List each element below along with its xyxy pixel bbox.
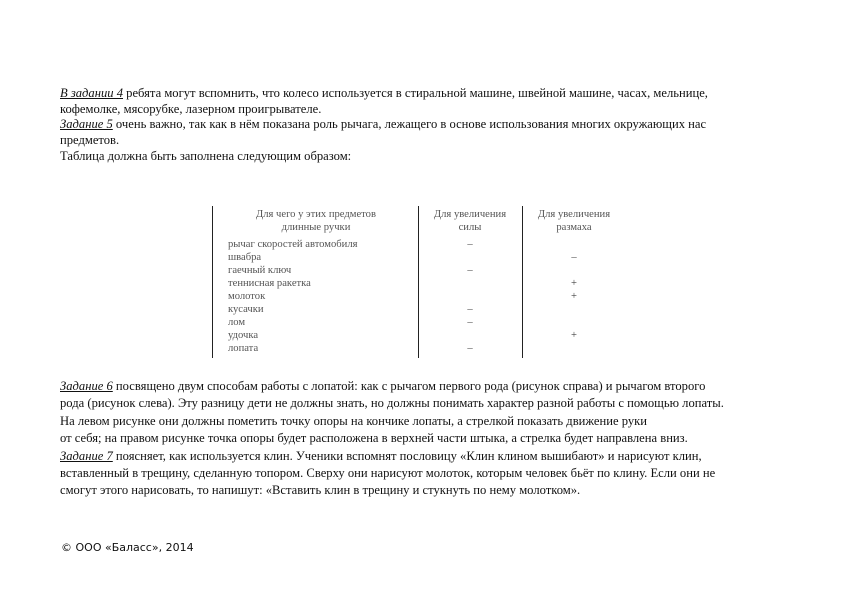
- header-line: Для увеличения: [433, 209, 507, 220]
- task-4-link: В задании 4: [60, 86, 124, 100]
- text-line: рода (рисунок слева). Эту разницу дети не должны знать, но должны понимать характер разной работы с помощью лопаты.: [60, 396, 724, 411]
- range-mark: +: [571, 291, 577, 302]
- table-row-item: кусачки: [228, 304, 264, 315]
- text-line: На левом рисунке они должны пометить точку опоры на кончике лопаты, а стрелкой показать движение руки: [60, 413, 648, 428]
- table-header-purpose: [226, 209, 406, 234]
- answer-table: [212, 206, 630, 358]
- force-mark: –: [467, 304, 473, 315]
- table-row-item: лопата: [228, 343, 259, 354]
- table-row-item: швабра: [228, 252, 262, 263]
- force-mark: –: [467, 317, 473, 328]
- header-line: размаха: [556, 221, 592, 233]
- text-line: вставленный в трещину, сделанную топором. Сверху они нарисуют молоток, которым человек бьёт по клину. Если они не: [60, 466, 716, 481]
- tasks-paragraph: [60, 378, 790, 500]
- header-line: длинные ручки: [281, 221, 351, 233]
- table-row-item: молоток: [228, 291, 266, 302]
- task-5-link: Задание 5: [60, 117, 113, 132]
- text-line: [60, 378, 790, 395]
- table-border-left: [212, 206, 213, 358]
- force-mark: –: [467, 343, 473, 354]
- text-line: [60, 117, 786, 133]
- table-header-force: [422, 209, 518, 234]
- range-mark: +: [571, 330, 577, 341]
- text-fragment: поясняет, как используется клин. Ученики вспомнят пословицу «Клин клином вышибают» и нарисуют клин,: [112, 448, 702, 463]
- text-line: [60, 448, 790, 465]
- table-row-item: лом: [228, 317, 246, 328]
- text-line: [60, 86, 786, 102]
- table-header-range: [526, 209, 622, 234]
- table-row-item: гаечный ключ: [228, 265, 292, 276]
- header-line: силы: [458, 221, 482, 233]
- table-divider: [522, 206, 523, 358]
- text-line: кофемолке, мясорубке, лазерном проигрывателе.: [60, 101, 322, 116]
- text-line: от себя; на правом рисунке точка опоры будет расположена в верхней части штыка, а стрелка будет направлена вниз.: [60, 431, 688, 446]
- table-row-item: рычаг скоростей автомобиля: [228, 239, 358, 250]
- header-line: Для чего у этих предметов: [256, 209, 376, 220]
- range-mark: –: [571, 252, 577, 263]
- range-mark: +: [571, 278, 577, 289]
- text-fragment: ребята могут вспомнить, что колесо используется в стиральной машине, швейной машине, часах, мельнице,: [123, 86, 708, 100]
- force-mark: –: [467, 265, 473, 276]
- text-line: предметов.: [60, 133, 120, 148]
- header-line: Для увеличения: [537, 209, 611, 220]
- table-row-item: теннисная ракетка: [228, 278, 311, 289]
- text-fragment: посвящено двум способам работы с лопатой: как с рычагом первого рода (рисунок справа) и рычагом второго: [112, 379, 706, 393]
- intro-paragraph: [60, 86, 786, 165]
- text-line: Таблица должна быть заполнена следующим образом:: [60, 148, 352, 163]
- task-6-link: Задание 6: [60, 379, 113, 393]
- table-divider: [418, 206, 419, 358]
- force-mark: –: [467, 239, 473, 250]
- table-row-item: удочка: [228, 330, 259, 341]
- text-line: смогут этого нарисовать, то напишут: «Вставить клин в трещину и стукнуть по нему молотком».: [60, 483, 581, 498]
- task-7-link: Задание 7: [60, 448, 113, 463]
- copyright-footer: © ООО «Баласс», 2014: [61, 541, 194, 554]
- text-fragment: очень важно, так как в нём показана роль рычага, лежащего в основе использования многих окружающих нас: [112, 117, 707, 132]
